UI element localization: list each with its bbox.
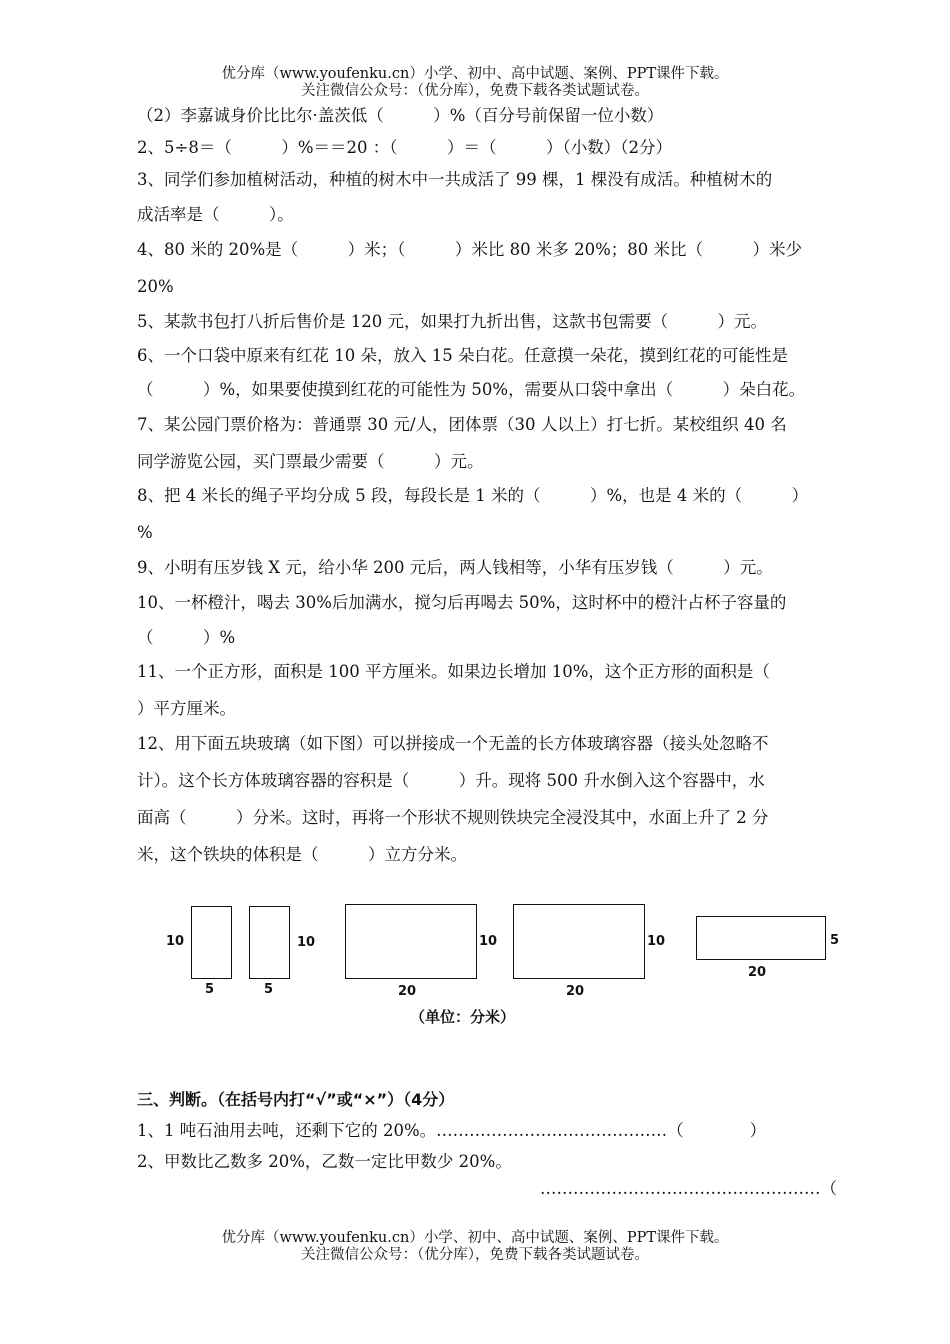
dimension-label: 20 xyxy=(566,984,585,999)
question-line: （2）李嘉诚身价比比尔·盖茨低（ ）%（百分号前保留一位小数） xyxy=(137,106,664,125)
question-6-cont: （ ）%，如果要使摸到红花的可能性为 50%，需要从口袋中拿出（ ）朵白花。 xyxy=(137,380,806,399)
header-line-2: 关注微信公众号：（优分库），免费下载各类试题试卷。 xyxy=(301,83,649,99)
question-12: 12、用下面五块玻璃（如下图）可以拼接成一个无盖的长方体玻璃容器（接头处忽略不 xyxy=(137,734,769,753)
dimension-label: 10 xyxy=(479,934,498,949)
section-3-title: 三、判断。（在括号内打“√”或“×”）（4分） xyxy=(137,1090,455,1109)
question-12-cont-1: 计）。这个长方体玻璃容器的容积是（ ）升。现将 500 升水倒入这个容器中，水 xyxy=(137,771,765,790)
question-4-cont: 20% xyxy=(137,277,174,296)
glass-panel-4 xyxy=(513,904,645,979)
question-10-cont: （ ）% xyxy=(137,628,236,647)
question-10: 10、一杯橙汁，喝去 30%后加满水，搅匀后再喝去 50%，这时杯中的橙汁占杯子容量的 xyxy=(137,593,787,612)
question-12-cont-2: 面高（ ）分米。这时，再将一个形状不规则铁块完全浸没其中，水面上升了 2 分 xyxy=(137,808,769,827)
judgment-1: 1、1 吨石油用去吨，还剩下它的 20%。……………………………………（ ） xyxy=(137,1121,767,1140)
dimension-label: 10 xyxy=(297,935,316,950)
question-2: 2、5÷8＝（ ）%＝＝20 ：（ ）＝（ ）（小数）（2分） xyxy=(137,138,672,157)
dimension-label: 10 xyxy=(647,934,666,949)
question-8: 8、把 4 米长的绳子平均分成 5 段，每段长是 1 米的（ ）%，也是 4 米的（ ） xyxy=(137,486,809,505)
glass-panel-1 xyxy=(191,906,232,979)
judgment-2: 2、甲数比乙数多 20%，乙数一定比甲数少 20%。 xyxy=(137,1152,512,1171)
judgment-2-dots: ……………………………………………（ xyxy=(540,1179,837,1198)
question-8-cont: % xyxy=(137,523,153,542)
glass-panel-2 xyxy=(249,906,290,979)
unit-caption: （单位：分米） xyxy=(410,1008,516,1026)
question-9: 9、小明有压岁钱 X 元，给小华 200 元后，两人钱相等，小华有压岁钱（ ）元。 xyxy=(137,558,773,577)
glass-panel-5 xyxy=(696,916,826,960)
dimension-label: 20 xyxy=(398,984,417,999)
question-6: 6、一个口袋中原来有红花 10 朵，放入 15 朵白花。任意摸一朵花，摸到红花的可能性是 xyxy=(137,346,788,365)
header-line-1: 优分库（www.youfenku.cn）小学、初中、高中试题、案例、PPT课件下载。 xyxy=(221,66,729,82)
question-7: 7、某公园门票价格为：普通票 30 元/人，团体票（30 人以上）打七折。某校组织 40 名 xyxy=(137,415,787,434)
question-5: 5、某款书包打八折后售价是 120 元，如果打九折出售，这款书包需要（ ）元。 xyxy=(137,312,767,331)
dimension-label: 5 xyxy=(264,982,274,997)
question-3: 3、同学们参加植树活动，种植的树木中一共成活了 99 棵，1 棵没有成活。种植树木的 xyxy=(137,170,773,189)
glass-panel-3 xyxy=(345,904,477,979)
dimension-label: 5 xyxy=(830,933,840,948)
question-3-cont: 成活率是（ ）。 xyxy=(137,205,294,224)
footer-line-1: 优分库（www.youfenku.cn）小学、初中、高中试题、案例、PPT课件下载。 xyxy=(221,1230,729,1246)
question-12-cont-3: 米，这个铁块的体积是（ ）立方分米。 xyxy=(137,845,467,864)
dimension-label: 20 xyxy=(748,965,767,980)
question-11: 11、一个正方形，面积是 100 平方厘米。如果边长增加 10%，这个正方形的面积是（ xyxy=(137,662,770,681)
question-7-cont: 同学游览公园，买门票最少需要（ ）元。 xyxy=(137,452,484,471)
dimension-label: 5 xyxy=(205,982,215,997)
footer-line-2: 关注微信公众号：（优分库），免费下载各类试题试卷。 xyxy=(301,1247,649,1263)
question-4: 4、80 米的 20%是（ ）米；（ ）米比 80 米多 20%；80 米比（ ）米少 xyxy=(137,240,803,259)
dimension-label: 10 xyxy=(166,934,185,949)
question-11-cont: ）平方厘米。 xyxy=(137,699,236,718)
